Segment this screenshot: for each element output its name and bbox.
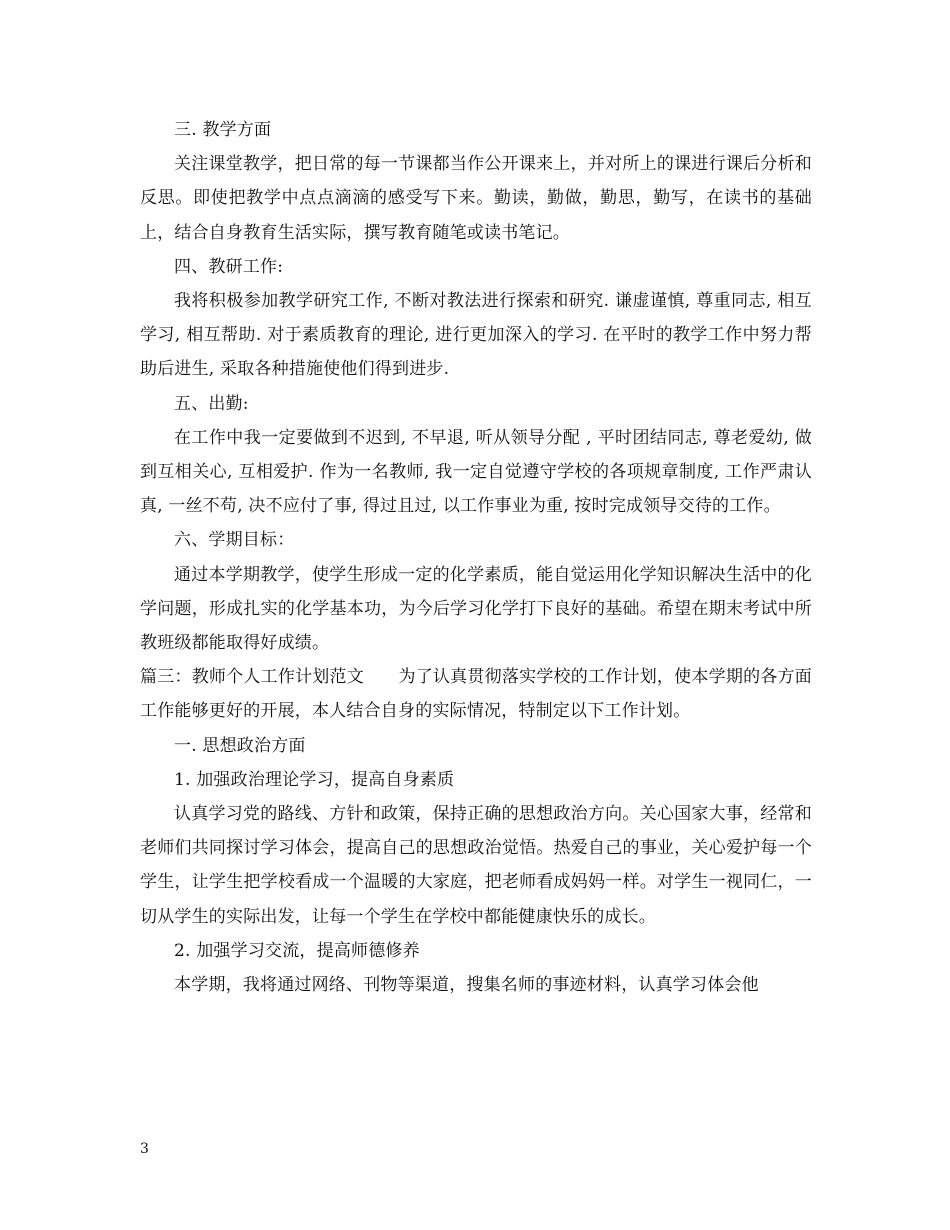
document-body bbox=[140, 113, 812, 1002]
section-heading-research: 四、教研工作: bbox=[174, 256, 284, 277]
paragraph-research: 我将积极参加教学研究工作, 不断对教法进行探索和研究. 谦虚谨慎, 尊重同志, 相互学习, 相互帮助. 对于素质教育的理论, 进行更加深入的学习. 在平时的教学工作中努力帮助后进生, 采取各种措施使他们得到进步. bbox=[140, 291, 812, 380]
paragraph-theory-study: 认真学习党的路线、方针和政策，保持正确的思想政治方向。关心国家大事，经常和老师们共同探讨学习体会，提高自己的思想政治觉悟。热爱自己的事业，关心爱护每一个学生，让学生把学校看成一个温暖的大家庭，把老师看成妈妈一样。对学生一视同仁，一切从学生的实际出发，让每一个学生在学校中都能健康快乐的成长。 bbox=[140, 804, 812, 927]
paragraph-exchange: 本学期，我将通过网络、刊物等渠道，搜集名师的事迹材料，认真学习体会他 bbox=[174, 975, 759, 996]
subheading-exchange: 2. 加强学习交流，提高师德修养 bbox=[174, 940, 420, 961]
paragraph-teaching: 关注课堂教学，把日常的每一节课都当作公开课来上，并对所上的课进行课后分析和反思。即使把教学中点点滴滴的感受写下来。勤读，勤做，勤思，勤写，在读书的基础上，结合自身教育生活实际，撰写教育随笔或读书笔记。 bbox=[140, 154, 812, 243]
section-heading-ideology: 一. 思想政治方面 bbox=[174, 735, 306, 756]
section-heading-attendance: 五、出勤: bbox=[174, 393, 249, 414]
paragraph-attendance: 在工作中我一定要做到不迟到, 不早退, 听从领导分配 , 平时团结同志, 尊老爱幼, 做到互相关心, 互相爱护. 作为一名教师, 我一定自觉遵守学校的各项规章制度, 工作严肃认真, 一丝不苟, 决不应付了事, 得过且过, 以工作事业为重, 按时完成领导交待的工作。 bbox=[140, 427, 812, 517]
subheading-theory-study: 1. 加强政治理论学习，提高自身素质 bbox=[174, 769, 455, 790]
paragraph-goals: 通过本学期教学，使学生形成一定的化学素质，能自觉运用化学知识解决生活中的化学问题，形成扎实的化学基本功，为今后学习化学打下良好的基础。希望在期末考试中所教班级都能取得好成绩。 bbox=[140, 564, 812, 654]
section-heading-teaching: 三. 教学方面 bbox=[174, 120, 272, 140]
page-number: 3 bbox=[140, 1141, 149, 1157]
article-intro: 篇三：教师个人工作计划范文 为了认真贯彻落实学校的工作计划，使本学期的各方面工作能够更好的开展，本人结合自身的实际情况，特制定以下工作计划。 bbox=[140, 667, 812, 722]
section-heading-goals: 六、学期目标： bbox=[174, 530, 295, 551]
